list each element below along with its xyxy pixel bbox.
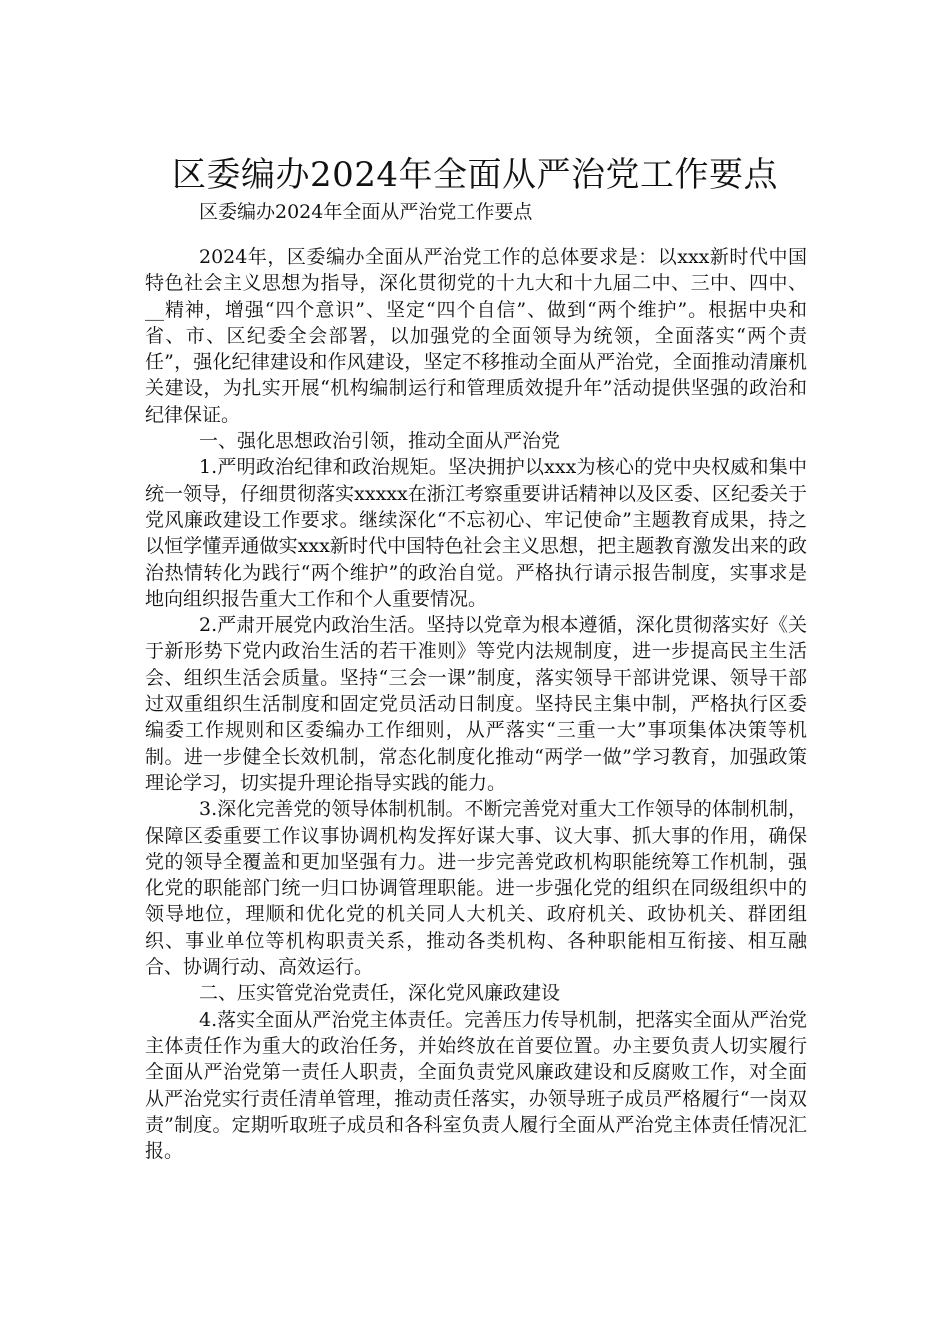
paragraph-item-2: 2.严肃开展党内政治生活。坚持以党章为根本遵循，深化贯彻落实好《关于新形势下党内政治生活的若干准则》等党内法规制度，进一步提高民主生活会、组织生活会质量。坚持“三会一课”制度，落实领导干部讲党课、领导干部过双重组织生活制度和固定党员活动日制度。坚持民主集中制，严格执行区委编委工作规则和区委编办工作细则，从严落实“三重一大”事项集体决策等机制。进一步健全长效机制，常态化制度化推动“两学一做”学习教育，加强政策理论学习，切实提升理论指导实践的能力。 [145, 614, 807, 794]
document-subtitle: 区委编办2024年全面从严治党工作要点 [199, 201, 533, 223]
paragraph-item-1: 1.严明政治纪律和政治规矩。坚决拥护以xxx为核心的党中央权威和集中统一领导，仔细贯彻落实xxxxx在浙江考察重要讲话精神以及区委、区纪委关于党风廉政建设工作要求。继续深化“不忘初心、牢记使命”主题教育成果，持之以恒学懂弄通做实xxx新时代中国特色社会主义思想，把主题教育激发出来的政治热情转化为践行“两个维护”的政治自觉。严格执行请示报告制度，实事求是地向组织报告重大工作和个人重要情况。 [145, 456, 807, 610]
document-body [145, 198, 807, 1164]
paragraph-item-3: 3.深化完善党的领导体制机制。不断完善党对重大工作领导的体制机制，保障区委重要工作议事协调机构发挥好谋大事、议大事、抓大事的作用，确保党的领导全覆盖和更加坚强有力。进一步完善党政机构职能统筹工作机制，强化党的职能部门统一归口协调管理职能。进一步强化党的组织在同级组织中的领导地位，理顺和优化党的机关同人大机关、政府机关、政协机关、群团组织、事业单位等机构职责关系，推动各类机构、各种职能相互衔接、相互融合、协调行动、高效运行。 [145, 798, 807, 979]
paragraph-intro: 2024年，区委编办全面从严治党工作的总体要求是：以xxx新时代中国特色社会主义思想为指导，深化贯彻党的十九大和十九届二中、三中、四中、__精神，增强“四个意识”、坚定“四个自信”、做到“两个维护”。根据中央和省、市、区纪委全会部署，以加强党的全面领导为统领，全面落实“两个责任”，强化纪律建设和作风建设，坚定不移推动全面从严治党，全面推动清廉机关建设，为扎实开展“机构编制运行和管理质效提升年”活动提供坚强的政治和纪律保证。 [145, 246, 807, 426]
paragraph-item-4: 4.落实全面从严治党主体责任。完善压力传导机制，把落实全面从严治党主体责任作为重大的政治任务，并始终放在首要位置。办主要负责人切实履行全面从严治党第一责任人职责，全面负责党风廉政建设和反腐败工作，对全面从严治党实行责任清单管理，推动责任落实，办领导班子成员严格履行“一岗双责”制度。定期听取班子成员和各科室负责人履行全面从严治党主体责任情况汇报。 [145, 1008, 807, 1163]
section-heading-2: 二、压实管党治党责任，深化党风廉政建设 [199, 982, 561, 1005]
section-heading-1: 一、强化思想政治引领，推动全面从严治党 [199, 430, 561, 453]
page-title: 区委编办2024年全面从严治党工作要点 [171, 154, 779, 195]
